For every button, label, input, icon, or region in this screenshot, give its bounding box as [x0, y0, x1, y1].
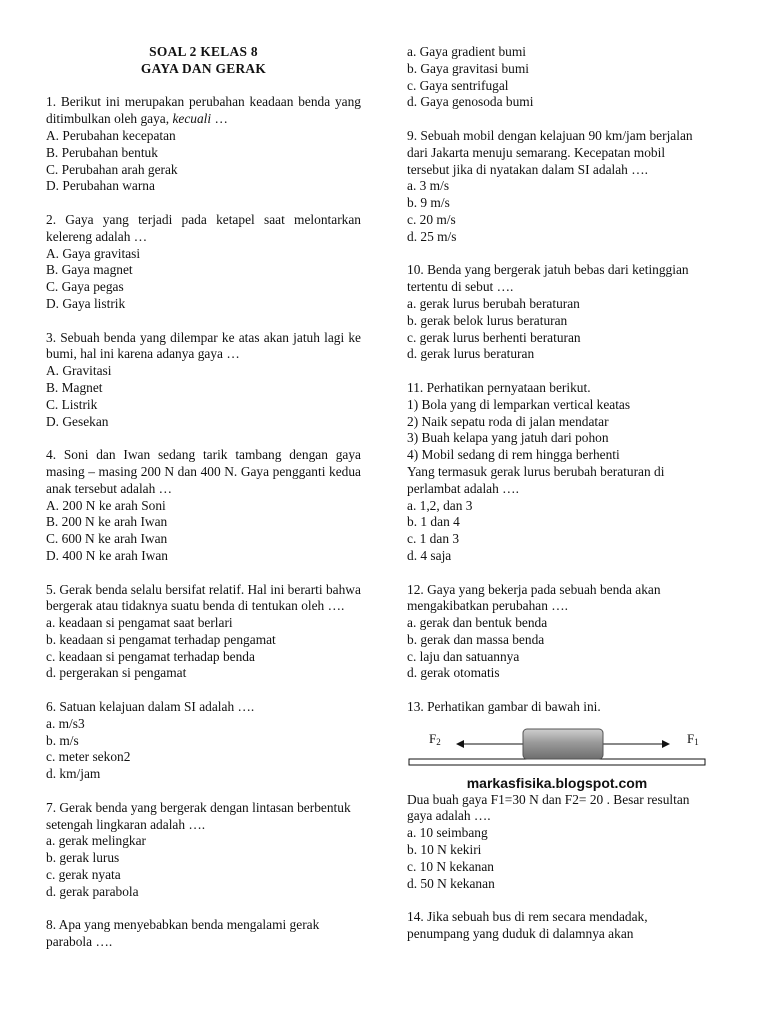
option: B. Magnet: [46, 379, 103, 395]
question-11-question: Yang termasuk gerak lurus berubah beraturan di perlambat adalah ….: [407, 463, 665, 496]
option: d. gerak parabola: [46, 883, 139, 899]
question-5: [46, 582, 361, 683]
option: B. 200 N ke arah Iwan: [46, 514, 168, 530]
option: b. Gaya gravitasi bumi: [407, 60, 529, 76]
option: c. meter sekon2: [46, 749, 131, 765]
option: b. keadaan si pengamat terhadap pengamat: [46, 631, 276, 647]
question-9: [407, 128, 707, 246]
statement: 3) Buah kelapa yang jatuh dari pohon: [407, 430, 609, 446]
question-8: [46, 917, 361, 951]
option: c. 10 N kekanan: [407, 858, 495, 874]
option: b. 1 dan 4: [407, 514, 460, 530]
option: D. 400 N ke arah Iwan: [46, 547, 168, 563]
option: d. 4 saja: [407, 547, 452, 563]
option: c. 1 dan 3: [407, 531, 460, 547]
option: B. Gaya magnet: [46, 262, 133, 278]
ground-surface: [409, 759, 705, 765]
option: b. 9 m/s: [407, 195, 450, 211]
question-1-stem: 1. Berikut ini merupakan perubahan keadaan benda yang ditimbulkan oleh gaya, kecuali …: [46, 94, 361, 127]
option: a. 10 seimbang: [407, 825, 488, 841]
option: c. Gaya sentrifugal: [407, 77, 509, 93]
option: C. Gaya pegas: [46, 279, 124, 295]
option: c. keadaan si pengamat terhadap benda: [46, 648, 255, 664]
question-1: [46, 94, 361, 195]
option: a. Gaya gradient bumi: [407, 44, 526, 59]
question-11-stem: 11. Perhatikan pernyataan berikut.: [407, 379, 591, 395]
statement: 4) Mobil sedang di rem hingga berhenti: [407, 447, 620, 463]
option: d. 50 N kekanan: [407, 875, 495, 891]
question-13-stem: 13. Perhatikan gambar di bawah ini.: [407, 699, 601, 715]
question-13-body: [407, 792, 707, 893]
question-14: [407, 909, 707, 943]
force-diagram-svg: [407, 725, 707, 771]
option: b. 10 N kekiri: [407, 842, 482, 858]
option: b. gerak lurus: [46, 850, 120, 866]
question-1-italic: kecuali: [172, 111, 212, 127]
question-9-stem: 9. Sebuah mobil dengan kelajuan 90 km/jam berjalan dari Jakarta menuju semarang. Kecepatan mobil tersebut jika di nyatakan dalam SI adalah ….: [407, 127, 693, 177]
question-2-stem: 2. Gaya yang terjadi pada ketapel saat melontarkan kelereng adalah …: [46, 211, 361, 244]
title-line-1: SOAL 2 KELAS 8: [149, 44, 258, 59]
question-13: [407, 699, 707, 892]
left-column: [46, 44, 361, 968]
option: a. gerak lurus berubah beraturan: [407, 295, 580, 311]
watermark: markasfisika.blogspot.com: [466, 774, 648, 791]
option: D. Gesekan: [46, 413, 109, 429]
option: d. gerak lurus beraturan: [407, 346, 535, 362]
option: d. Gaya genosoda bumi: [407, 94, 534, 110]
option: d. km/jam: [46, 766, 101, 782]
question-7: [46, 800, 361, 901]
question-10: [407, 262, 707, 363]
right-column: [407, 44, 707, 960]
question-2: [46, 212, 361, 313]
question-8-options: [407, 44, 707, 111]
statement: 2) Naik sepatu roda di jalan mendatar: [407, 413, 609, 429]
option: a. 1,2, dan 3: [407, 497, 473, 513]
option: b. gerak dan massa benda: [407, 631, 545, 647]
option: A. Gaya gravitasi: [46, 245, 141, 261]
question-6-stem: 6. Satuan kelajuan dalam SI adalah ….: [46, 699, 255, 715]
option: c. gerak nyata: [46, 867, 121, 883]
option: c. laju dan satuannya: [407, 648, 520, 664]
option: A. 200 N ke arah Soni: [46, 497, 166, 513]
force-label-f1: $F_1$: [687, 730, 699, 747]
option: a. 3 m/s: [407, 178, 450, 194]
question-4: [46, 447, 361, 565]
option: d. 25 m/s: [407, 228, 457, 244]
force-label-f2: $F_2$: [429, 730, 441, 747]
option: a. gerak dan bentuk benda: [407, 615, 548, 631]
option: A. Perubahan kecepatan: [46, 127, 176, 143]
question-4-stem: 4. Soni dan Iwan sedang tarik tambang dengan gaya masing – masing 200 N dan 400 N. Gaya pengganti kedua anak tersebut adalah …: [46, 447, 361, 496]
question-10-stem: 10. Benda yang bergerak jatuh bebas dari ketinggian tertentu di sebut ….: [407, 262, 689, 295]
question-6: [46, 699, 361, 783]
statement: 1) Bola yang di lemparkan vertical keatas: [407, 396, 631, 412]
option: c. gerak lurus berhenti beraturan: [407, 329, 581, 345]
force-diagram: [407, 725, 707, 771]
question-11: [407, 380, 707, 565]
question-13-question: Dua buah gaya F1=30 N dan F2= 20 . Besar resultan gaya adalah ….: [407, 791, 690, 824]
option: a. keadaan si pengamat saat berlari: [46, 615, 233, 631]
option: A. Gravitasi: [46, 363, 112, 379]
worksheet-title: [46, 44, 361, 78]
question-8-stem: 8. Apa yang menyebabkan benda mengalami gerak parabola ….: [46, 917, 320, 950]
title-line-2: GAYA DAN GERAK: [140, 60, 267, 76]
question-7-stem: 7. Gerak benda yang bergerak dengan lintasan berbentuk setengah lingkaran adalah ….: [46, 799, 351, 832]
question-12-stem: 12. Gaya yang bekerja pada sebuah benda akan mengakibatkan perubahan ….: [407, 581, 661, 614]
option: c. 20 m/s: [407, 211, 456, 227]
option: C. Perubahan arah gerak: [46, 161, 178, 177]
option: C. 600 N ke arah Iwan: [46, 531, 168, 547]
question-12: [407, 582, 707, 683]
option: D. Perubahan warna: [46, 178, 155, 194]
option: C. Listrik: [46, 396, 98, 412]
option: b. gerak belok lurus beraturan: [407, 312, 568, 328]
question-5-stem: 5. Gerak benda selalu bersifat relatif. Hal ini berarti bahwa bergerak atau tidaknya suatu benda di tentukan oleh ….: [46, 581, 361, 614]
option: d. gerak otomatis: [407, 665, 500, 681]
block: [523, 729, 603, 759]
option: D. Gaya listrik: [46, 295, 126, 311]
question-3: [46, 330, 361, 431]
option: b. m/s: [46, 732, 79, 748]
option: d. pergerakan si pengamat: [46, 665, 187, 681]
option: a. m/s3: [46, 715, 85, 731]
option: B. Perubahan bentuk: [46, 144, 158, 160]
question-14-stem: 14. Jika sebuah bus di rem secara mendadak, penumpang yang duduk di dalamnya akan: [407, 909, 648, 942]
option: a. gerak melingkar: [46, 833, 147, 849]
question-3-stem: 3. Sebuah benda yang dilempar ke atas akan jatuh lagi ke bumi, hal ini karena adanya gaya …: [46, 329, 361, 362]
